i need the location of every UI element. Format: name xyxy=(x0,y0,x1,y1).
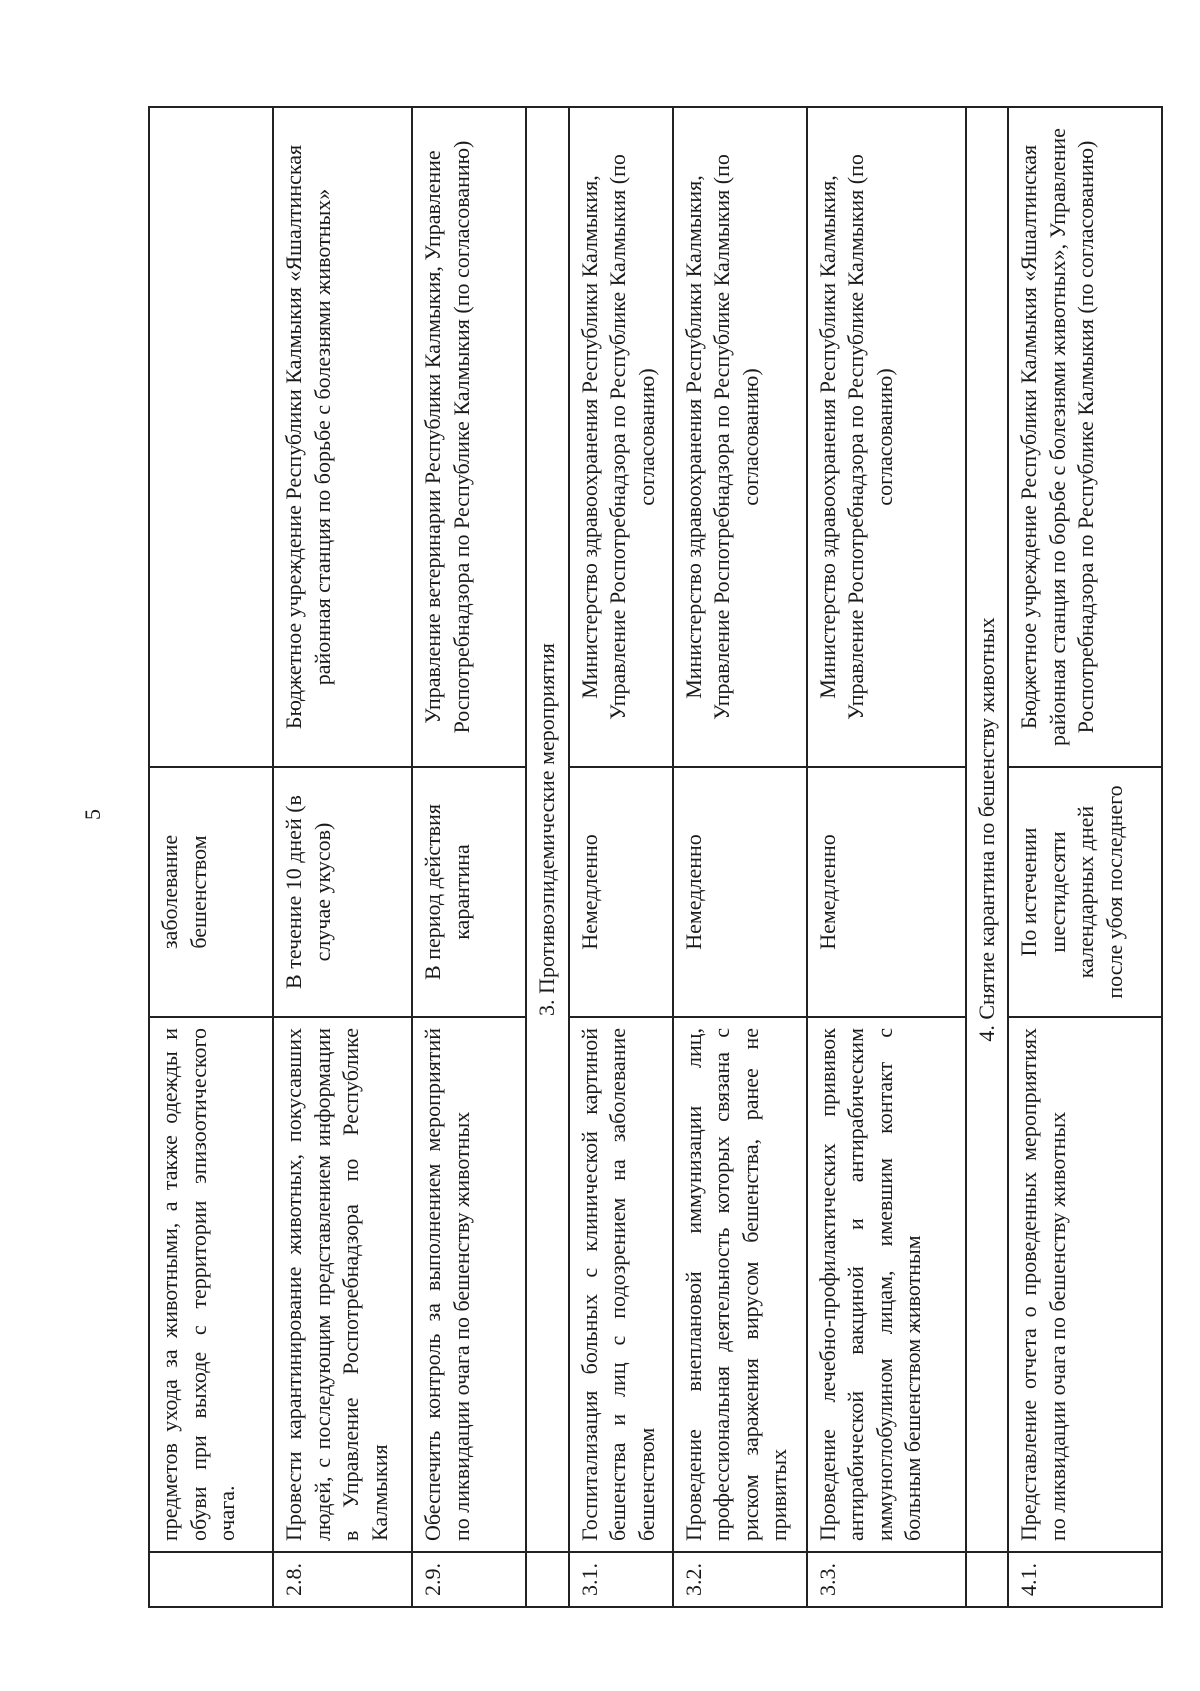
row-number: 4.1. xyxy=(1008,1552,1162,1607)
row-responsible: Управление ветеринарии Республики Калмыкия, Управление Роспотребнадзора по Республике Калмыкия (по согласованию) xyxy=(412,107,526,767)
table-row xyxy=(1008,107,1162,1607)
rotated-table-container xyxy=(148,108,1127,1608)
section-row xyxy=(526,107,569,1607)
row-responsible xyxy=(149,107,273,767)
row-responsible: Министерство здравоохранения Республики Калмыкия, Управление Роспотребнадзора по Республике Калмыкия (по согласованию) xyxy=(673,107,807,767)
row-term: В период действия карантина xyxy=(412,767,526,1017)
row-number: 2.8. xyxy=(273,1552,412,1607)
table-row xyxy=(412,107,526,1607)
row-number xyxy=(149,1552,273,1607)
row-number: 3.3. xyxy=(807,1552,966,1607)
row-action: Провести карантинирование животных, покусавших людей, с последующим представлением информации в Управление Роспотребнадзора по Республике Калмыкия xyxy=(273,1017,412,1552)
row-term: Немедленно xyxy=(569,767,673,1017)
section-row xyxy=(966,107,1009,1607)
table-row xyxy=(273,107,412,1607)
row-responsible: Министерство здравоохранения Республики Калмыкия, Управление Роспотребнадзора по Республике Калмыкия (по согласованию) xyxy=(807,107,966,767)
row-term: Немедленно xyxy=(807,767,966,1017)
row-action: предметов ухода за животными, а также одежды и обуви при выходе с территории эпизоотического очага. xyxy=(149,1017,273,1552)
row-responsible: Бюджетное учреждение Республики Калмыкия «Яшалтинская районная станция по борьбе с болезнями животных» xyxy=(273,107,412,767)
section-spacer xyxy=(526,1552,569,1607)
row-action: Обеспечить контроль за выполнением мероприятий по ликвидации очага по бешенству животных xyxy=(412,1017,526,1552)
measures-table xyxy=(148,106,1163,1608)
row-action: Представление отчета о проведенных мероприятиях по ликвидации очага по бешенству животных xyxy=(1008,1017,1162,1552)
table-row xyxy=(149,107,273,1607)
row-action: Проведение лечебно-профилактических прививок антирабической вакциной и антирабическим иммуноглобулином лицам, имевшим контакт с больным бешенством животным xyxy=(807,1017,966,1552)
row-number: 3.2. xyxy=(673,1552,807,1607)
table-row xyxy=(673,107,807,1607)
row-term: заболевание бешенством xyxy=(149,767,273,1017)
page-number: 5 xyxy=(80,809,105,820)
row-term: По истечении шестидесяти календарных дней после убоя последнего xyxy=(1008,767,1162,1017)
row-term: В течение 10 дней (в случае укусов) xyxy=(273,767,412,1017)
section-spacer xyxy=(966,1552,1009,1607)
row-number: 3.1. xyxy=(569,1552,673,1607)
row-term: Немедленно xyxy=(673,767,807,1017)
row-action: Госпитализация больных с клинической картиной бешенства и лиц с подозрением на заболевание бешенством xyxy=(569,1017,673,1552)
row-responsible: Бюджетное учреждение Республики Калмыкия «Яшалтинская районная станция по борьбе с болезнями животных», Управление Роспотребнадзора по Республике Калмыкия (по согласованию) xyxy=(1008,107,1162,767)
table-row xyxy=(807,107,966,1607)
section-heading-4: 4. Снятие карантина по бешенству животных xyxy=(966,107,1009,1552)
row-number: 2.9. xyxy=(412,1552,526,1607)
section-heading-3: 3. Противоэпидемические мероприятия xyxy=(526,107,569,1552)
row-responsible: Министерство здравоохранения Республики Калмыкия, Управление Роспотребнадзора по Республике Калмыкия (по согласованию) xyxy=(569,107,673,767)
table-row xyxy=(569,107,673,1607)
row-action: Проведение внеплановой иммунизации лиц, профессиональная деятельность которых связана с риском заражения вирусом бешенства, ранее не привитых xyxy=(673,1017,807,1552)
